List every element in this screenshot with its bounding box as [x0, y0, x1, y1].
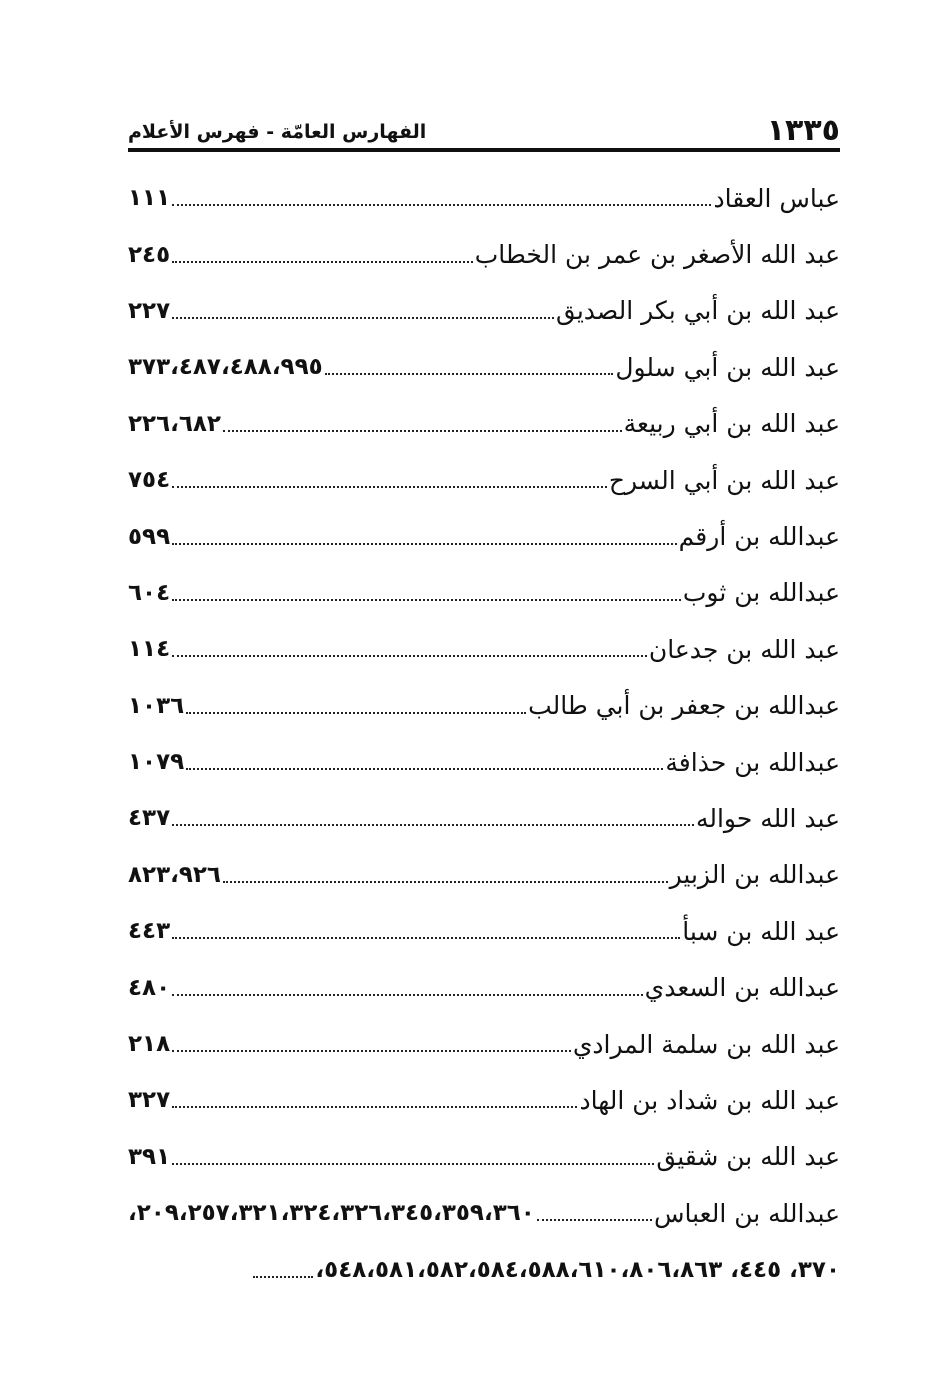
index-entry — [128, 452, 840, 508]
dot-leader — [172, 543, 677, 545]
entry-name: عبد الله الأصغر بن عمر بن الخطاب — [474, 240, 840, 270]
entry-pages: ٦٠٤ — [128, 579, 171, 606]
dot-leader — [172, 317, 554, 319]
entry-pages: ٢٢٦،٦٨٢ — [128, 410, 221, 437]
dot-leader — [172, 824, 694, 826]
entry-name: عبد الله بن أبي سلول — [615, 352, 840, 382]
entry-pages: ٧٥٤ — [128, 467, 171, 494]
entry-name: عبد الله بن شقيق — [656, 1142, 840, 1172]
dot-leader — [172, 655, 647, 657]
index-entry — [128, 170, 840, 226]
dot-leader — [172, 1106, 577, 1108]
entry-name: عبد الله بن سبأ — [682, 916, 840, 946]
dot-leader — [172, 937, 680, 939]
entry-pages: ٥٩٩ — [128, 523, 171, 550]
index-entry — [128, 396, 840, 452]
index-entry — [128, 959, 840, 1015]
index-entry — [128, 847, 840, 903]
page-header — [128, 108, 840, 148]
dot-leader — [223, 430, 622, 432]
entry-name: عبد الله بن شداد بن الهاد — [579, 1085, 840, 1115]
index-entry — [128, 1016, 840, 1072]
entry-name: عبد الله بن سلمة المرادي — [572, 1029, 840, 1059]
index-entry — [128, 508, 840, 564]
entry-pages: ٨٢٣،٩٢٦ — [128, 861, 221, 888]
index-entry — [128, 621, 840, 677]
entry-name: عبدالله بن ثوب — [682, 578, 840, 608]
entry-pages: ٣٩١ — [128, 1143, 171, 1170]
index-entry — [128, 1185, 840, 1241]
entry-name: عبدالله بن السعدي — [644, 973, 840, 1003]
entry-pages: ٤٣٧ — [128, 805, 171, 832]
entry-name: عبدالله بن أرقم — [678, 522, 840, 552]
dot-leader — [172, 261, 473, 263]
entry-name: عبد الله بن جدعان — [648, 634, 840, 664]
index-entry — [128, 678, 840, 734]
entry-pages: ٣٢٧ — [128, 1087, 171, 1114]
index-entry — [128, 790, 840, 846]
index-entry — [128, 565, 840, 621]
entry-pages: ١١١ — [128, 185, 171, 212]
dot-leader — [172, 1163, 654, 1165]
header-rule — [128, 148, 840, 152]
dot-leader — [172, 994, 643, 996]
entry-name: عبدالله بن حذافة — [665, 747, 840, 777]
entry-name: عبد الله بن أبي السرح — [608, 465, 840, 495]
dot-leader — [223, 881, 668, 883]
index-entry — [128, 226, 840, 282]
entry-pages: ٢٠٩،٢٥٧،٣٢١،٣٢٤،٣٢٦،٣٤٥،٣٥٩،٣٦٠، — [128, 1200, 535, 1227]
page-number: ١٣٣٥ — [766, 113, 840, 148]
entry-pages: ١٠٧٩ — [128, 749, 185, 776]
index-entry — [128, 1129, 840, 1185]
entry-pages: ٢٤٥ — [128, 241, 171, 268]
dot-leader — [172, 1050, 571, 1052]
entry-name: عبدالله بن العباس — [653, 1198, 840, 1228]
index-entry-continuation — [128, 1241, 840, 1297]
entry-pages: ٢٢٧ — [128, 297, 171, 324]
entry-name: عبد الله بن أبي بكر الصديق — [555, 296, 840, 326]
entry-pages: ٣٧٠، ٤٤٥، ٥٤٨،٥٨١،٥٨٢،٥٨٤،٥٨٨،٦١٠،٨٠٦،٨٦٣، — [315, 1256, 840, 1283]
entry-pages: ١١٤ — [128, 636, 171, 663]
dot-leader — [325, 373, 614, 375]
dot-leader — [172, 486, 607, 488]
running-title: الفهارس العامّة - فهرس الأعلام — [128, 121, 427, 143]
index-entry — [128, 283, 840, 339]
entry-pages: ٣٧٣،٤٨٧،٤٨٨،٩٩٥ — [128, 354, 323, 381]
entry-pages: ١٠٣٦ — [128, 692, 185, 719]
dot-leader — [537, 1219, 652, 1221]
index-entries — [128, 170, 840, 1298]
entry-name: عبدالله بن الزبير — [669, 860, 840, 890]
entry-pages: ٤٤٣ — [128, 918, 171, 945]
dot-leader — [186, 712, 526, 714]
entry-pages: ٤٨٠ — [128, 974, 171, 1001]
dot-leader — [186, 768, 663, 770]
dot-leader — [172, 599, 681, 601]
dot-leader — [253, 1276, 313, 1278]
entry-name: عباس العقاد — [713, 183, 840, 213]
dot-leader — [172, 204, 711, 206]
index-entry — [128, 339, 840, 395]
index-entry — [128, 1072, 840, 1128]
index-entry — [128, 734, 840, 790]
entry-name: عبدالله بن جعفر بن أبي طالب — [528, 691, 840, 721]
entry-pages: ٢١٨ — [128, 1031, 171, 1058]
index-entry — [128, 903, 840, 959]
entry-name: عبد الله بن أبي ربيعة — [623, 409, 840, 439]
entry-name: عبد الله حواله — [695, 803, 840, 833]
